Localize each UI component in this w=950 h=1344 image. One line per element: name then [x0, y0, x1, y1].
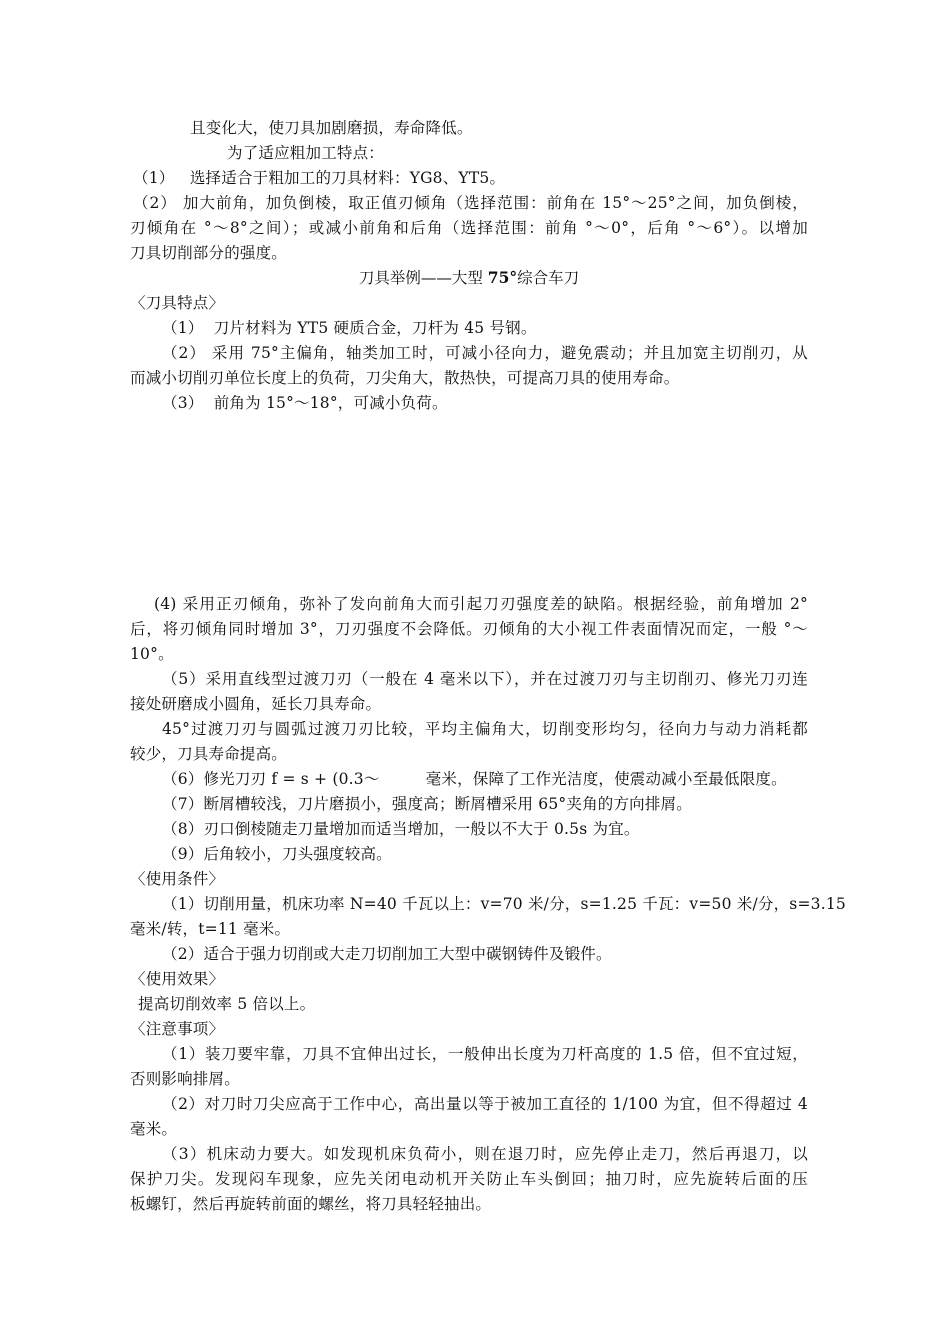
list-item: （8）刃口倒棱随走刀量增加而适当增加，一般以不大于 0.5s 为宜。 [162, 820, 640, 838]
paragraph-line: 提高切削效率 5 倍以上。 [138, 995, 316, 1013]
list-item: （7）断屑槽较浅，刀片磨损小，强度高；断屑槽采用 65°夹角的方向排屑。 [162, 795, 692, 813]
paragraph-line: 且变化大，使刀具加剧磨损，寿命降低。 [190, 119, 473, 137]
paragraph-line: 而减小切削刃单位长度上的负荷，刀尖角大，散热快，可提高刀具的使用寿命。 [130, 369, 680, 387]
paragraph-line: 毫米/转，t=11 毫米。 [130, 920, 291, 938]
section-title: 刀具举例——大型 75°综合车刀 [358, 268, 580, 287]
paragraph-line: 保护刀尖。发现闷车现象，应先关闭电动机开关防止车头倒回；抽刀时，应先旋转后面的压 [130, 1170, 808, 1188]
usage-heading: 〈使用条件〉 [130, 870, 225, 888]
list-item: （1）装刀要牢靠，刀具不宜伸出过长，一般伸出长度为刀杆高度的 1.5 倍，但不宜过短， [162, 1045, 808, 1063]
features-heading: 〈刀具特点〉 [130, 294, 225, 312]
paragraph-line: 后，将刃倾角同时增加 3°，刀刃强度不会降低。刃倾角的大小视工件表面情况而定，一般 °～ [130, 620, 808, 638]
list-item: （5）采用直线型过渡刀刃（一般在 4 毫米以下），并在过渡刀刃与主切削刃、修光刀刃连 [162, 670, 808, 688]
list-item: （6）修光刀刃 f = s + (0.3～ 毫米，保障了工作光洁度，使震动减小至最低限度。 [162, 770, 787, 788]
list-item: （2）对刀时刀尖应高于工作中心，高出量以等于被加工直径的 1/100 为宜，但不得超过 4 [162, 1095, 808, 1113]
list-item: （1） 选择适合于粗加工的刀具材料：YG8、YT5。 [133, 169, 506, 187]
list-item: （1）切削用量，机床功率 N=40 千瓦以上：v=70 米/分，s=1.25 千瓦：v=50 米/分，s=3.15 [162, 895, 846, 913]
notes-heading: 〈注意事项〉 [130, 1020, 225, 1038]
paragraph-line: 为了适应粗加工特点： [227, 144, 385, 162]
paragraph-line: 较少，刀具寿命提高。 [130, 745, 288, 763]
list-item: （1） 刀片材料为 YT5 硬质合金，刀杆为 45 号钢。 [162, 319, 537, 337]
paragraph-line: 毫米。 [130, 1120, 178, 1138]
list-item: （3） 前角为 15°～18°，可减小负荷。 [162, 394, 448, 412]
paragraph-line: 板螺钉，然后再旋转前面的螺丝，将刀具轻轻抽出。 [130, 1195, 492, 1213]
list-item: (4) 采用正刃倾角，弥补了发向前角大而引起刀刃强度差的缺陷。根据经验，前角增加 2° [154, 595, 808, 613]
list-item: （2） 加大前角，加负倒棱，取正值刃倾角（选择范围：前角在 15°～25°之间，加负倒棱， [133, 194, 808, 212]
paragraph-line: 10°。 [130, 645, 174, 663]
list-item: （2）适合于强力切削或大走刀切削加工大型中碳钢铸件及锻件。 [162, 945, 612, 963]
paragraph-line: 45°过渡刀刃与圆弧过渡刀刃比较，平均主偏角大，切削变形均匀，径向力与动力消耗都 [162, 720, 808, 738]
list-item: （9）后角较小，刀头强度较高。 [162, 845, 392, 863]
list-item: （3）机床动力要大。如发现机床负荷小，则在退刀时，应先停止走刀，然后再退刀，以 [162, 1145, 808, 1163]
effect-heading: 〈使用效果〉 [130, 970, 225, 988]
paragraph-line: 刀具切削部分的强度。 [130, 244, 288, 262]
list-item: （2） 采用 75°主偏角，轴类加工时，可减小径向力，避免震动；并且加宽主切削刃，从 [162, 344, 808, 362]
paragraph-line: 刃倾角在 °～8°之间）；或减小前角和后角（选择范围：前角 °～0°，后角 °～6°）。以增加 [130, 219, 808, 237]
paragraph-line: 否则影响排屑。 [130, 1070, 240, 1088]
paragraph-line: 接处研磨成小圆角，延长刀具寿命。 [130, 695, 382, 713]
